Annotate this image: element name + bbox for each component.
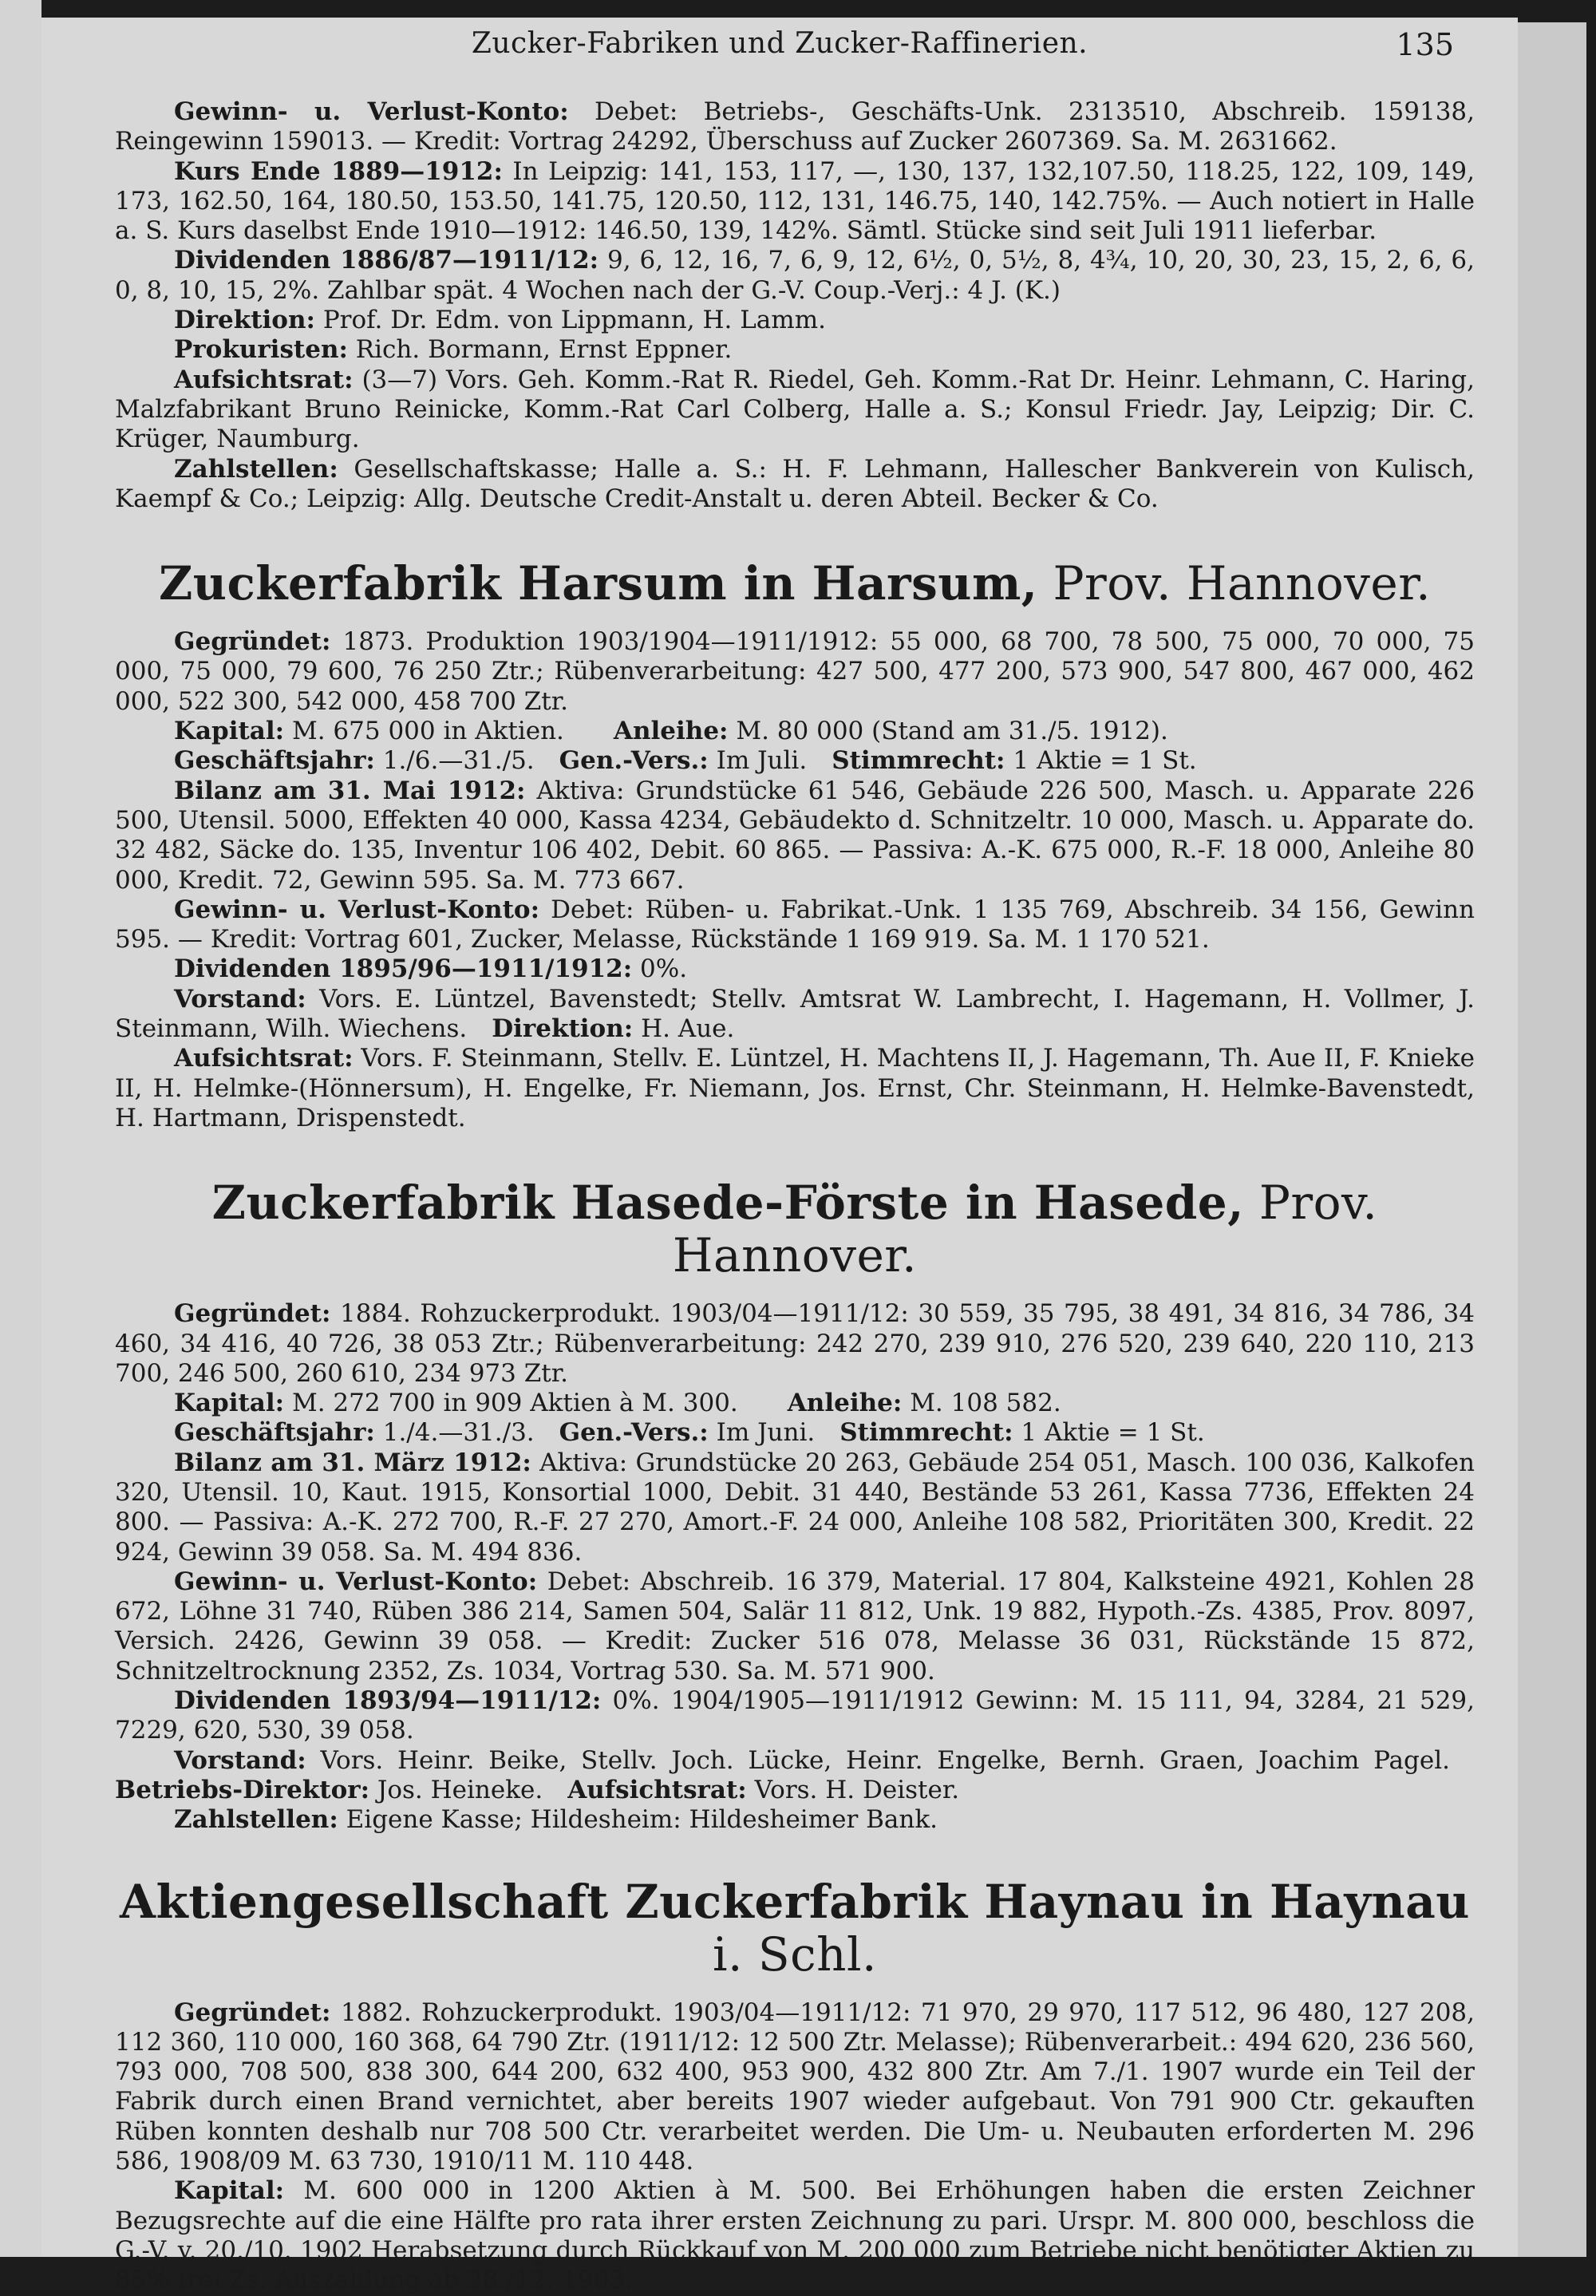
- vorstand-label: Vorstand:: [174, 1745, 306, 1775]
- company-heading: [115, 557, 1475, 610]
- guv-paragraph: [115, 97, 1475, 157]
- gegruendet-label: Gegründet:: [174, 1998, 331, 2027]
- kapital-label: Kapital:: [174, 2176, 285, 2206]
- aufsichtsrat-text: (3—7) Vors. Geh. Komm.-Rat R. Riedel, Geh. Komm.-Rat Dr. Heinr. Lehmann, C. Haring, Malzfabrikant Bruno Reinicke, Komm.-Rat Carl Colberg, Halle a. S.; Konsul Friedr. Jay, Leipzig; Dir. C. Krüger, Naumburg.: [115, 365, 1476, 454]
- vorstand-label: Vorstand:: [174, 984, 306, 1014]
- guv-paragraph: [115, 895, 1475, 955]
- anleihe-label: Anleihe:: [787, 1389, 903, 1418]
- anleihe-text: M. 80 000 (Stand am 31./5. 1912).: [736, 717, 1168, 746]
- kapital-paragraph: [115, 2176, 1475, 2295]
- page-content: [115, 97, 1475, 2296]
- gegruendet-text: 1882. Rohzuckerprodukt. 1903/04—1911/12: 71 970, 29 970, 117 512, 96 480, 127 208, 112 360, 110 000, 160 368, 64 790 Ztr. (1911/12: 12 500 Ztr. Melasse); Rübenverarbeit.: 494 620, 236 560, 793 000, 708 500, 838 300, 644 200, 632 400, 953 900, 432 800 Ztr. Am 7./1. 1907 wurde ein Teil der Fabrik durch einen Brand vernichtet, aber bereits 1907 wieder aufgebaut. Von 791 900 Ctr. gekauften Rüben konnten deshalb nur 708 500 Ctr. verarbeitet werden. Die Um- u. Neubauten erforderten M. 296 586, 1908/09 M. 63 730, 1910/11 M. 110 448.: [115, 1998, 1475, 2176]
- kurs-text: In Leipzig: 141, 153, 117, —, 130, 137, 132,107.50, 118.25, 122, 109, 149, 173, 162.50, 164, 180.50, 153.50, 141.75, 120.50, 112, 131, 146.75, 140, 142.75%. — Auch notiert in Halle a. S. Kurs daselbst Ende 1910—1912: 146.50, 139, 142%. Sämtl. Stücke sind seit Juli 1911 lieferbar.: [115, 156, 1475, 246]
- direktion-text: H. Aue.: [641, 1014, 735, 1044]
- guv-text: Debet: Rüben- u. Fabrikat.-Unk. 1 135 769, Abschreib. 34 156, Gewinn 595. — Kredit: Vortrag 601, Zucker, Melasse, Rückstände 1 169 919. Sa. M. 1 170 521.: [115, 895, 1475, 954]
- kapital-text: M. 272 700 in 909 Aktien à M. 300.: [291, 1389, 738, 1418]
- kurs-label: Kurs Ende 1889—1912:: [174, 156, 503, 186]
- aufsichtsrat-text: Vors. F. Steinmann, Stellv. E. Lüntzel, H. Machtens II, J. Hagemann, Th. Aue II, F. Knieke II, H. Helmke-(Hönnersum), H. Engelke, Fr. Niemann, Jos. Ernst, Chr. Steinmann, H. Helmke-Bavenstedt, H. Hartmann, Drispenstedt.: [115, 1044, 1475, 1132]
- dividenden-paragraph: [115, 246, 1475, 306]
- page-number: 135: [1396, 27, 1454, 62]
- betriebsdirektor-text: Jos. Heineke.: [377, 1775, 543, 1804]
- aufsichtsrat-label: Aufsichtsrat:: [567, 1775, 747, 1804]
- aufsichtsrat-label: Aufsichtsrat:: [174, 1044, 354, 1073]
- kapital-text: M. 675 000 in Aktien.: [291, 717, 564, 746]
- guv-label: Gewinn- u. Verlust-Konto:: [174, 1567, 538, 1596]
- zahlstellen-paragraph: [115, 1805, 1475, 1835]
- direktion-text: Prof. Dr. Edm. von Lippmann, H. Lamm.: [322, 306, 826, 335]
- zahlstellen-label: Zahlstellen:: [174, 454, 338, 484]
- gegruendet-paragraph: [115, 1299, 1475, 1389]
- company-name: Zuckerfabrik Harsum in Harsum,: [158, 556, 1038, 611]
- kapital-label: Kapital:: [174, 1389, 285, 1418]
- zahlstellen-text: Eigene Kasse; Hildesheim: Hildesheimer Bank.: [346, 1805, 938, 1835]
- geschaeftsjahr-label: Geschäftsjahr:: [174, 1418, 375, 1448]
- gegruendet-text: 1873. Produktion 1903/1904—1911/1912: 55 000, 68 700, 78 500, 75 000, 70 000, 75 000, 75 000, 79 600, 76 250 Ztr.; Rübenverarbeitung: 427 500, 477 200, 573 900, 547 800, 467 000, 462 000, 522 300, 542 000, 458 700 Ztr.: [115, 627, 1476, 716]
- genvers-text: Im Juli.: [716, 746, 808, 776]
- geschaeftsjahr-paragraph: [115, 1418, 1475, 1448]
- bilanz-text: Aktiva: Grundstücke 20 263, Gebäude 254 051, Masch. 100 036, Kalkofen 320, Utensil. 10, Kaut. 1915, Konsortial 1000, Debit. 31 440, Bestände 53 261, Kassa 7736, Effekten 24 800. — Passiva: A.-K. 272 700, R.-F. 27 270, Amort.-F. 24 000, Anleihe 108 582, Prioritäten 300, Kredit. 22 924, Gewinn 39 058. Sa. M. 494 836.: [115, 1448, 1475, 1567]
- kapital-paragraph: [115, 1389, 1475, 1418]
- dividenden-text: 9, 6, 12, 16, 7, 6, 9, 12, 6½, 0, 5½, 8, 4¾, 10, 20, 30, 23, 15, 2, 6, 6, 0, 8, 10, 15, 2%. Zahlbar spät. 4 Wochen nach der G.-V. Coup.-Verj.: 4 J. (K.): [115, 246, 1476, 305]
- bilanz-text: Aktiva: Grundstücke 61 546, Gebäude 226 500, Masch. u. Apparate 226 500, Utensil. 5000, Effekten 40 000, Kassa 4234, Gebäudekto d. Schnitzeltr. 10 000, Masch. u. Apparate do. 32 482, Säcke do. 135, Inventur 106 402, Debit. 60 865. — Passiva: A.-K. 675 000, R.-F. 18 000, Anleihe 80 000, Kredit. 72, Gewinn 595. Sa. M. 773 667.: [115, 776, 1475, 895]
- company-name: Aktiengesellschaft Zuckerfabrik Haynau in Haynau: [120, 1874, 1470, 1929]
- guv-text: Debet: Betriebs-, Geschäfts-Unk. 2313510, Abschreib. 159138, Reingewinn 159013. — Kredit: Vortrag 24292, Überschuss auf Zucker 2607369. Sa. M. 2631662.: [115, 97, 1475, 156]
- geschaeftsjahr-label: Geschäftsjahr:: [174, 746, 375, 776]
- stimmrecht-label: Stimmrecht:: [839, 1418, 1013, 1448]
- gegruendet-paragraph: [115, 1998, 1475, 2177]
- prokuristen-label: Prokuristen:: [174, 335, 348, 365]
- bilanz-label: Bilanz am 31. Mai 1912:: [174, 776, 526, 805]
- aufsichtsrat-text: Vors. H. Deister.: [754, 1775, 960, 1804]
- zahlstellen-text: Gesellschaftskasse; Halle a. S.: H. F. Lehmann, Hallescher Bankverein von Kulisch, Kaempf & Co.; Leipzig: Allg. Deutsche Credit-Anstalt u. deren Abteil. Becker & Co.: [115, 454, 1475, 513]
- entry-continuation: [115, 97, 1475, 514]
- gegruendet-paragraph: [115, 627, 1475, 717]
- anleihe-label: Anleihe:: [613, 717, 729, 746]
- kurs-paragraph: [115, 157, 1475, 247]
- kapital-label: Kapital:: [174, 717, 285, 746]
- gegruendet-label: Gegründet:: [174, 627, 331, 657]
- dividenden-text: 0%. 1904/1905—1911/1912 Gewinn: M. 15 111, 94, 3284, 21 529, 7229, 620, 530, 39 058.: [115, 1686, 1475, 1745]
- stimmrecht-text: 1 Aktie = 1 St.: [1013, 746, 1197, 776]
- genvers-label: Gen.-Vers.:: [559, 746, 709, 776]
- bilanz-paragraph: [115, 1448, 1475, 1567]
- running-title: Zucker-Fabriken und Zucker-Raffinerien.: [471, 27, 1088, 60]
- dividenden-paragraph: [115, 954, 1475, 984]
- kapital-paragraph: [115, 717, 1475, 746]
- gegruendet-text: 1884. Rohzuckerprodukt. 1903/04—1911/12: 30 559, 35 795, 38 491, 34 816, 34 786, 34 460, 34 416, 40 726, 38 053 Ztr.; Rübenverarbeitung: 242 270, 239 910, 276 520, 239 640, 220 110, 213 700, 246 500, 260 610, 234 973 Ztr.: [115, 1299, 1476, 1388]
- company-province: i. Schl.: [713, 1927, 877, 1982]
- guv-paragraph: [115, 1567, 1475, 1686]
- aufsichtsrat-paragraph: [115, 366, 1475, 455]
- genvers-text: Im Juni.: [716, 1418, 816, 1448]
- genvers-label: Gen.-Vers.:: [559, 1418, 709, 1448]
- guv-label: Gewinn- u. Verlust-Konto:: [174, 97, 569, 126]
- geschaeftsjahr-text: 1./6.—31./5.: [382, 746, 535, 776]
- vorstand-text: Vors. Heinr. Beike, Stellv. Joch. Lücke, Heinr. Engelke, Bernh. Graen, Joachim Pagel.: [320, 1745, 1450, 1775]
- guv-label: Gewinn- u. Verlust-Konto:: [174, 895, 540, 924]
- dividenden-paragraph: [115, 1686, 1475, 1746]
- company-province: Prov. Hannover.: [1053, 556, 1432, 611]
- kapital-text: M. 600 000 in 1200 Aktien à M. 500. Bei Erhöhungen haben die ersten Zeichner Bezugsrechte auf die eine Hälfte pro rata ihrer ersten Zeichnung zu pari. Urspr. M. 800 000, beschloss die G.-V. v. 20./10. 1902 Herabsetzung durch Rückkauf von M. 200 000 zum Betriebe nicht benötigter Aktien zu 85% frei Zs. Auszahlung ab 28./12. 1903.: [115, 2176, 1475, 2295]
- gegruendet-label: Gegründet:: [174, 1299, 331, 1329]
- geschaeftsjahr-text: 1./4.—31./3.: [382, 1418, 535, 1448]
- prokuristen-text: Rich. Bormann, Ernst Eppner.: [355, 335, 733, 365]
- bilanz-label: Bilanz am 31. März 1912:: [174, 1448, 531, 1477]
- direktion-label: Direktion:: [174, 306, 315, 335]
- vorstand-text: Vors. E. Lüntzel, Bavenstedt; Stellv. Amtsrat W. Lambrecht, I. Hagemann, H. Vollmer, J. Steinmann, Wilh. Wiechens.: [115, 984, 1475, 1044]
- entry-harsum: [115, 557, 1475, 1133]
- prokuristen-paragraph: [115, 335, 1475, 365]
- company-heading: [115, 1176, 1475, 1282]
- stimmrecht-text: 1 Aktie = 1 St.: [1021, 1418, 1205, 1448]
- company-heading: [115, 1875, 1475, 1981]
- company-province: Prov. Hannover.: [672, 1176, 1378, 1283]
- vorstand-paragraph: [115, 1746, 1475, 1806]
- dividenden-label: Dividenden 1895/96—1911/1912:: [174, 954, 633, 984]
- bilanz-paragraph: [115, 777, 1475, 895]
- right-page-edge: [1507, 22, 1586, 2257]
- betriebsdirektor-label: Betriebs-Direktor:: [115, 1775, 370, 1804]
- company-name: Zuckerfabrik Hasede-Förste in Hasede,: [211, 1176, 1244, 1231]
- geschaeftsjahr-paragraph: [115, 746, 1475, 776]
- anleihe-text: M. 108 582.: [910, 1389, 1061, 1418]
- dividenden-label: Dividenden 1886/87—1911/12:: [174, 246, 599, 275]
- page-header: [41, 27, 1518, 67]
- stimmrecht-label: Stimmrecht:: [832, 746, 1005, 776]
- zahlstellen-label: Zahlstellen:: [174, 1805, 338, 1835]
- vorstand-paragraph: [115, 985, 1475, 1045]
- entry-hasede: [115, 1176, 1475, 1835]
- aufsichtsrat-paragraph: [115, 1044, 1475, 1133]
- aufsichtsrat-label: Aufsichtsrat:: [174, 365, 354, 394]
- zahlstellen-paragraph: [115, 455, 1475, 515]
- dividenden-label: Dividenden 1893/94—1911/12:: [174, 1686, 602, 1716]
- document-page: [41, 18, 1518, 2295]
- dividenden-text: 0%.: [640, 954, 688, 984]
- guv-text: Debet: Abschreib. 16 379, Material. 17 804, Kalksteine 4921, Kohlen 28 672, Löhne 31 740, Rüben 386 214, Samen 504, Salär 11 812, Unk. 19 882, Hypoth.-Zs. 4385, Prov. 8097, Versich. 2426, Gewinn 39 058. — Kredit: Zucker 516 078, Melasse 36 031, Rückstände 15 872, Schnitzeltrocknung 2352, Zs. 1034, Vortrag 530. Sa. M. 571 900.: [115, 1567, 1475, 1685]
- direktion-paragraph: [115, 306, 1475, 335]
- direktion-label: Direktion:: [492, 1014, 634, 1044]
- entry-haynau: [115, 1875, 1475, 2296]
- left-page-edge: [0, 0, 41, 2257]
